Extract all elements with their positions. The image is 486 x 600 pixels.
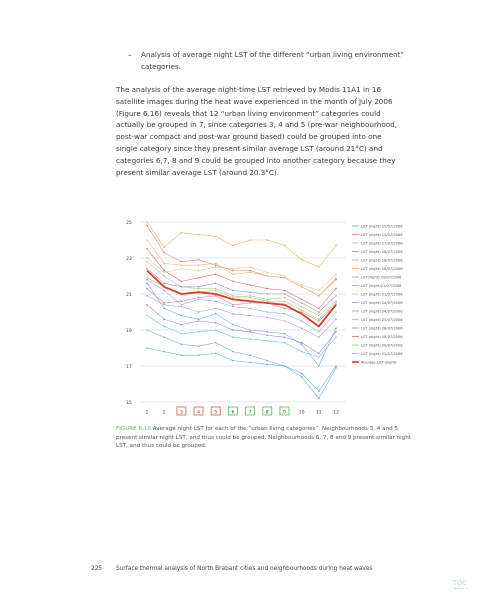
series-point bbox=[146, 295, 148, 297]
series-point bbox=[318, 295, 320, 297]
series-point bbox=[181, 261, 183, 263]
y-tick-label: 25 bbox=[126, 221, 132, 226]
series-point bbox=[284, 313, 286, 315]
y-tick-label: 21 bbox=[126, 293, 132, 298]
series-point bbox=[249, 239, 251, 241]
series-point bbox=[284, 320, 286, 322]
series-point bbox=[181, 333, 183, 335]
series-point bbox=[146, 257, 148, 259]
series-point bbox=[215, 273, 217, 275]
body-paragraph: The analysis of the average night-time LST retrieved by Modis 11A1 in 16 satellite images during the heat wave experienced in the month of July 2006 (Figure 6.16) reveals that 12 “urban living environment” categories could actually be grouped in 7, since categories 3, 4 and 5 (pre-war neighbourhood, post-war compact and post-war ground based) could be grouped into one single category since they present similar average LST (around 21°C) and categories 6,7, 8 and 9 could be grouped into another category because they present similar average LST (around 20.3°C). bbox=[116, 85, 397, 177]
legend-label: LST (night) 22/07/2006 bbox=[361, 351, 403, 356]
bullet-dash: – bbox=[128, 50, 132, 59]
figure-caption-text: Average night LST for each of the “urban living categories”. Neighbourhoods 3, 4 and 5 present similar night LST, and thus could be grouped. Neighbourhoods 6, 7, 8 and 9 present similar night LST, and thus could be grouped. bbox=[116, 426, 411, 450]
series-point bbox=[335, 300, 337, 302]
series-point bbox=[146, 304, 148, 306]
series-point bbox=[318, 308, 320, 310]
series-point bbox=[146, 282, 148, 284]
footer-title: Surface thermal analysis of North Brabant cities and neighbourhoods during heat waves bbox=[116, 566, 373, 572]
series-point bbox=[335, 367, 337, 369]
series-point bbox=[146, 315, 148, 317]
series-point bbox=[318, 311, 320, 313]
series-line bbox=[147, 269, 336, 312]
series-point bbox=[232, 290, 234, 292]
series-point bbox=[301, 309, 303, 311]
series-point bbox=[249, 270, 251, 272]
series-point bbox=[249, 331, 251, 333]
series-point bbox=[163, 275, 165, 277]
series-point bbox=[232, 329, 234, 331]
series-point bbox=[266, 272, 268, 274]
series-point bbox=[301, 372, 303, 374]
series-point bbox=[181, 268, 183, 270]
series-point bbox=[301, 299, 303, 301]
series-line bbox=[147, 330, 336, 398]
series-point bbox=[318, 266, 320, 268]
y-tick-label: 17 bbox=[126, 365, 132, 370]
series-point bbox=[215, 295, 217, 297]
series-point bbox=[335, 273, 337, 275]
series-point bbox=[163, 308, 165, 310]
series-point bbox=[232, 324, 234, 326]
series-point bbox=[163, 282, 165, 284]
series-point bbox=[198, 320, 200, 322]
series-point bbox=[284, 300, 286, 302]
series-point bbox=[198, 345, 200, 347]
lst-line-chart bbox=[120, 212, 403, 417]
series-point bbox=[215, 322, 217, 324]
series-point bbox=[198, 286, 200, 288]
series-point bbox=[215, 236, 217, 238]
series-point bbox=[163, 302, 165, 304]
average-series-line bbox=[147, 271, 336, 327]
x-tick-label: 11 bbox=[315, 410, 322, 416]
series-point bbox=[215, 353, 217, 355]
series-point bbox=[284, 342, 286, 344]
x-tick-label: 5 bbox=[214, 410, 218, 416]
series-point bbox=[266, 340, 268, 342]
series-point bbox=[198, 270, 200, 272]
series-point bbox=[181, 232, 183, 234]
legend-label: LST (night) 24/07/2006 bbox=[361, 300, 403, 305]
series-point bbox=[181, 306, 183, 308]
series-point bbox=[146, 329, 148, 331]
legend-label: LST (night) 16/07/2006 bbox=[361, 249, 403, 254]
bullet-text: Analysis of average night LST of the different “urban living environment” categories. bbox=[141, 50, 405, 71]
series-point bbox=[266, 363, 268, 365]
series-point bbox=[318, 290, 320, 292]
x-tick-label: 10 bbox=[298, 410, 305, 416]
legend-label: LST (night) 24/07/2006 bbox=[361, 309, 403, 314]
series-point bbox=[232, 336, 234, 338]
series-point bbox=[284, 245, 286, 247]
y-tick-label: 19 bbox=[126, 329, 132, 334]
series-point bbox=[146, 221, 148, 223]
series-point bbox=[266, 335, 268, 337]
series-point bbox=[232, 304, 234, 306]
series-point bbox=[335, 336, 337, 338]
series-point bbox=[198, 288, 200, 290]
series-point bbox=[146, 239, 148, 241]
series-point bbox=[266, 317, 268, 319]
series-point bbox=[284, 275, 286, 277]
series-point bbox=[301, 342, 303, 344]
series-line bbox=[147, 316, 336, 357]
series-point bbox=[335, 245, 337, 247]
series-point bbox=[249, 272, 251, 274]
series-point bbox=[146, 277, 148, 279]
legend-label: LST (night) 25/07/2006 bbox=[361, 317, 403, 322]
legend-label: LST (night) 20/07/2006 bbox=[361, 343, 403, 348]
series-point bbox=[198, 297, 200, 299]
legend-label: LST (night) 21/07/2006 bbox=[361, 292, 403, 297]
series-point bbox=[198, 264, 200, 266]
series-point bbox=[198, 311, 200, 313]
x-tick-label: 8 bbox=[265, 410, 269, 416]
x-tick-label: 12 bbox=[333, 410, 339, 416]
toc-underline bbox=[454, 588, 468, 590]
series-point bbox=[284, 277, 286, 279]
toc-link[interactable]: TOC bbox=[453, 580, 467, 587]
series-point bbox=[284, 293, 286, 295]
series-point bbox=[198, 354, 200, 356]
series-line bbox=[147, 289, 336, 321]
series-point bbox=[198, 318, 200, 320]
x-tick-label: 6 bbox=[231, 410, 235, 416]
series-point bbox=[232, 306, 234, 308]
series-point bbox=[232, 270, 234, 272]
series-point bbox=[284, 290, 286, 292]
series-point bbox=[318, 356, 320, 358]
series-point bbox=[163, 272, 165, 274]
series-point bbox=[318, 320, 320, 322]
series-point bbox=[266, 293, 268, 295]
series-point bbox=[163, 270, 165, 272]
series-point bbox=[301, 344, 303, 346]
series-point bbox=[335, 288, 337, 290]
series-point bbox=[215, 300, 217, 302]
series-point bbox=[163, 263, 165, 265]
series-point bbox=[335, 277, 337, 279]
series-point bbox=[266, 311, 268, 313]
series-point bbox=[215, 313, 217, 315]
figure-caption bbox=[116, 425, 416, 451]
series-point bbox=[163, 246, 165, 248]
series-point bbox=[146, 261, 148, 263]
series-point bbox=[249, 295, 251, 297]
legend-label: LST (night) 28/07/2006 bbox=[361, 326, 403, 331]
series-point bbox=[215, 266, 217, 268]
series-point bbox=[249, 266, 251, 268]
series-point bbox=[163, 336, 165, 338]
series-point bbox=[181, 300, 183, 302]
page-number: 225 bbox=[91, 566, 103, 572]
series-point bbox=[181, 304, 183, 306]
series-point bbox=[249, 338, 251, 340]
series-point bbox=[284, 336, 286, 338]
series-point bbox=[318, 318, 320, 320]
series-point bbox=[232, 273, 234, 275]
bullet-item bbox=[128, 49, 418, 72]
series-point bbox=[284, 333, 286, 335]
x-tick-label: 9 bbox=[282, 410, 286, 416]
series-point bbox=[249, 315, 251, 317]
series-point bbox=[266, 331, 268, 333]
series-point bbox=[181, 354, 183, 356]
x-tick-label: 1 bbox=[145, 410, 149, 416]
series-point bbox=[163, 326, 165, 328]
series-point bbox=[249, 291, 251, 293]
legend-label: LST(night) 20/07/2006 bbox=[361, 275, 402, 280]
series-point bbox=[163, 318, 165, 320]
series-point bbox=[335, 327, 337, 329]
series-point bbox=[215, 342, 217, 344]
legend-label: LST (night) 15/07/2006 bbox=[361, 224, 403, 229]
series-point bbox=[146, 225, 148, 227]
series-point bbox=[284, 365, 286, 367]
series-point bbox=[198, 277, 200, 279]
series-point bbox=[215, 290, 217, 292]
series-point bbox=[318, 398, 320, 400]
series-point bbox=[146, 288, 148, 290]
series-point bbox=[301, 306, 303, 308]
series-point bbox=[232, 295, 234, 297]
series-point bbox=[232, 297, 234, 299]
series-point bbox=[301, 376, 303, 378]
series-point bbox=[215, 329, 217, 331]
series-point bbox=[318, 353, 320, 355]
series-point bbox=[181, 281, 183, 283]
series-point bbox=[181, 324, 183, 326]
series-point bbox=[249, 362, 251, 364]
series-point bbox=[232, 360, 234, 362]
series-point bbox=[301, 320, 303, 322]
series-point bbox=[198, 259, 200, 261]
series-point bbox=[266, 300, 268, 302]
series-point bbox=[335, 302, 337, 304]
series-point bbox=[163, 290, 165, 292]
legend-label: LST (night) 17/07/2006 bbox=[361, 241, 403, 246]
series-point bbox=[301, 259, 303, 261]
series-point bbox=[232, 245, 234, 247]
series-point bbox=[318, 331, 320, 333]
figure-label: FIGURE 6.16 bbox=[116, 426, 151, 432]
y-tick-label: 23 bbox=[126, 257, 132, 262]
series-point bbox=[146, 248, 148, 250]
x-tick-label: 2 bbox=[162, 410, 166, 416]
series-point bbox=[181, 264, 183, 266]
series-point bbox=[266, 239, 268, 241]
series-point bbox=[301, 351, 303, 353]
series-line bbox=[147, 305, 336, 354]
x-tick-label: 4 bbox=[197, 410, 201, 416]
series-point bbox=[198, 331, 200, 333]
series-point bbox=[335, 318, 337, 320]
series-point bbox=[318, 390, 320, 392]
x-tick-label: 3 bbox=[179, 410, 183, 416]
legend-label: LST (night)21/07/2006 bbox=[361, 283, 402, 288]
series-line bbox=[147, 222, 336, 267]
series-point bbox=[335, 331, 337, 333]
series-point bbox=[284, 297, 286, 299]
series-point bbox=[284, 308, 286, 310]
series-point bbox=[266, 288, 268, 290]
series-point bbox=[163, 304, 165, 306]
series-point bbox=[232, 313, 234, 315]
series-point bbox=[249, 354, 251, 356]
series-point bbox=[215, 282, 217, 284]
series-point bbox=[318, 315, 320, 317]
series-point bbox=[301, 327, 303, 329]
legend-label: LST (night) 15/07/2006 bbox=[361, 232, 403, 237]
series-point bbox=[181, 344, 183, 346]
series-point bbox=[266, 360, 268, 362]
series-point bbox=[249, 284, 251, 286]
series-point bbox=[318, 336, 320, 338]
series-point bbox=[232, 268, 234, 270]
series-point bbox=[335, 295, 337, 297]
series-point bbox=[318, 365, 320, 367]
series-point bbox=[335, 279, 337, 281]
series-point bbox=[301, 284, 303, 286]
series-point bbox=[266, 275, 268, 277]
series-point bbox=[301, 286, 303, 288]
series-point bbox=[232, 351, 234, 353]
series-point bbox=[146, 268, 148, 270]
series-point bbox=[335, 365, 337, 367]
legend-label: LST (night) 18/07/2006 bbox=[361, 258, 403, 263]
legend-label: LST (night) 18/07/2006 bbox=[361, 266, 403, 271]
series-point bbox=[215, 308, 217, 310]
series-point bbox=[181, 315, 183, 317]
series-point bbox=[249, 302, 251, 304]
series-point bbox=[266, 299, 268, 301]
series-point bbox=[163, 252, 165, 254]
series-point bbox=[215, 288, 217, 290]
series-point bbox=[301, 302, 303, 304]
series-point bbox=[232, 281, 234, 283]
x-tick-label: 7 bbox=[248, 410, 252, 416]
series-point bbox=[249, 297, 251, 299]
series-point bbox=[181, 286, 183, 288]
y-tick-label: 15 bbox=[126, 401, 132, 406]
series-point bbox=[198, 234, 200, 236]
legend-label: Average LST (night) bbox=[361, 360, 397, 365]
series-point bbox=[215, 264, 217, 266]
legend-label: LST (night) 28/07/2006 bbox=[361, 334, 403, 339]
series-point bbox=[163, 351, 165, 353]
series-point bbox=[198, 299, 200, 301]
series-point bbox=[249, 308, 251, 310]
series-point bbox=[249, 329, 251, 331]
series-point bbox=[146, 279, 148, 281]
series-point bbox=[215, 263, 217, 265]
series-point bbox=[146, 347, 148, 349]
series-point bbox=[335, 311, 337, 313]
